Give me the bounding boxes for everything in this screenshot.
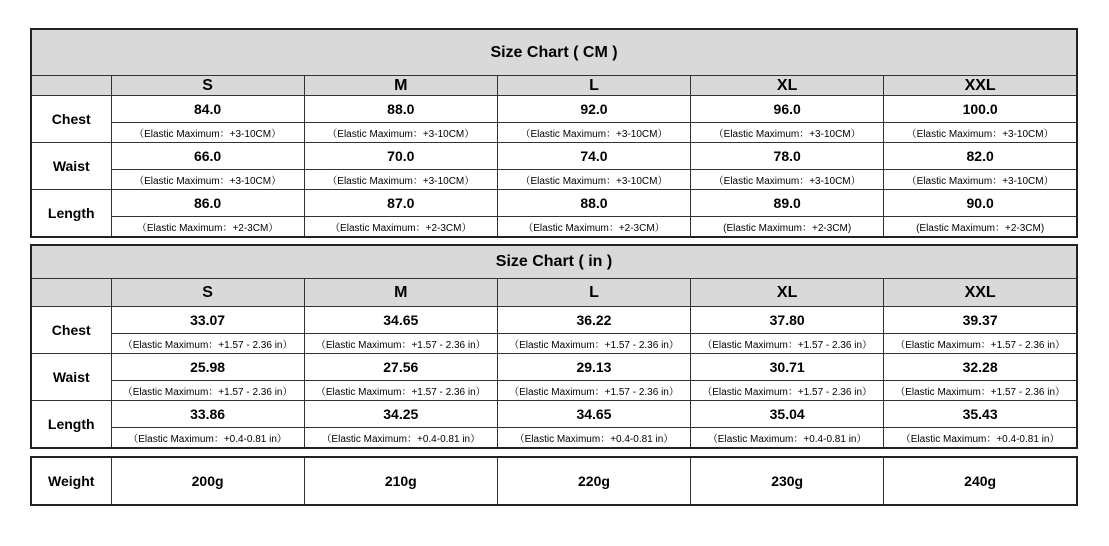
chest-value-xl: 37.80 — [691, 307, 884, 334]
length-value-l: 34.65 — [497, 401, 690, 428]
weight-value-l: 220g — [497, 457, 690, 505]
waist-note-s: （Elastic Maximum：+3-10CM） — [111, 170, 304, 190]
length-value-s: 86.0 — [111, 190, 304, 217]
size-chart-in-title: Size Chart ( in ) — [31, 245, 1077, 279]
header-corner — [31, 279, 111, 307]
size-header-xl: XL — [691, 279, 884, 307]
length-note-m: （Elastic Maximum：+2-3CM） — [304, 217, 497, 238]
waist-note-xl: （Elastic Maximum：+3-10CM） — [691, 170, 884, 190]
size-header-l: L — [497, 279, 690, 307]
size-chart-cm-table — [30, 28, 1078, 238]
size-header-xl: XL — [691, 76, 884, 96]
chest-value-s: 33.07 — [111, 307, 304, 334]
waist-value-xxl: 82.0 — [884, 143, 1077, 170]
chest-note-m: （Elastic Maximum：+3-10CM） — [304, 123, 497, 143]
weight-value-xxl: 240g — [884, 457, 1077, 505]
row-label-waist: Waist — [31, 354, 111, 401]
chest-value-l: 36.22 — [497, 307, 690, 334]
size-header-s: S — [111, 279, 304, 307]
size-chart-cm-title: Size Chart ( CM ) — [31, 29, 1077, 76]
weight-value-xl: 230g — [691, 457, 884, 505]
length-note-s: （Elastic Maximum：+2-3CM） — [111, 217, 304, 238]
size-header-m: M — [304, 279, 497, 307]
waist-note-xxl: （Elastic Maximum：+1.57 - 2.36 in） — [884, 381, 1077, 401]
length-value-s: 33.86 — [111, 401, 304, 428]
weight-value-m: 210g — [304, 457, 497, 505]
waist-value-l: 29.13 — [497, 354, 690, 381]
waist-value-s: 25.98 — [111, 354, 304, 381]
chest-value-l: 92.0 — [497, 96, 690, 123]
waist-value-xxl: 32.28 — [884, 354, 1077, 381]
size-header-m: M — [304, 76, 497, 96]
length-note-xl: （Elastic Maximum：+0.4-0.81 in） — [691, 428, 884, 449]
size-header-xxl: XXL — [884, 76, 1077, 96]
row-label-chest: Chest — [31, 307, 111, 354]
chest-note-l: （Elastic Maximum：+3-10CM） — [497, 123, 690, 143]
waist-note-l: （Elastic Maximum：+3-10CM） — [497, 170, 690, 190]
length-value-xxl: 90.0 — [884, 190, 1077, 217]
length-note-m: （Elastic Maximum：+0.4-0.81 in） — [304, 428, 497, 449]
chest-value-xxl: 39.37 — [884, 307, 1077, 334]
length-value-xl: 89.0 — [691, 190, 884, 217]
length-value-l: 88.0 — [497, 190, 690, 217]
waist-value-m: 27.56 — [304, 354, 497, 381]
size-chart-in-table — [30, 244, 1078, 449]
size-header-s: S — [111, 76, 304, 96]
length-value-xl: 35.04 — [691, 401, 884, 428]
length-note-s: （Elastic Maximum：+0.4-0.81 in） — [111, 428, 304, 449]
row-label-chest: Chest — [31, 96, 111, 143]
waist-note-m: （Elastic Maximum：+1.57 - 2.36 in） — [304, 381, 497, 401]
waist-value-l: 74.0 — [497, 143, 690, 170]
chest-note-s: （Elastic Maximum：+1.57 - 2.36 in） — [111, 334, 304, 354]
size-header-l: L — [497, 76, 690, 96]
waist-value-m: 70.0 — [304, 143, 497, 170]
waist-value-s: 66.0 — [111, 143, 304, 170]
chest-note-s: （Elastic Maximum：+3-10CM） — [111, 123, 304, 143]
length-value-m: 87.0 — [304, 190, 497, 217]
weight-table — [30, 456, 1078, 506]
header-corner — [31, 76, 111, 96]
size-header-xxl: XXL — [884, 279, 1077, 307]
row-label-weight: Weight — [31, 457, 111, 505]
chest-value-xl: 96.0 — [691, 96, 884, 123]
chest-value-xxl: 100.0 — [884, 96, 1077, 123]
chest-note-xxl: （Elastic Maximum：+1.57 - 2.36 in） — [884, 334, 1077, 354]
waist-note-xl: （Elastic Maximum：+1.57 - 2.36 in） — [691, 381, 884, 401]
chest-value-m: 34.65 — [304, 307, 497, 334]
waist-value-xl: 30.71 — [691, 354, 884, 381]
chest-note-xl: （Elastic Maximum：+1.57 - 2.36 in） — [691, 334, 884, 354]
waist-value-xl: 78.0 — [691, 143, 884, 170]
chest-value-s: 84.0 — [111, 96, 304, 123]
row-label-length: Length — [31, 190, 111, 238]
waist-note-xxl: （Elastic Maximum：+3-10CM） — [884, 170, 1077, 190]
chest-value-m: 88.0 — [304, 96, 497, 123]
weight-value-s: 200g — [111, 457, 304, 505]
length-note-xxl: (Elastic Maximum：+2-3CM) — [884, 217, 1077, 238]
waist-note-m: （Elastic Maximum：+3-10CM） — [304, 170, 497, 190]
chest-note-xl: （Elastic Maximum：+3-10CM） — [691, 123, 884, 143]
length-value-xxl: 35.43 — [884, 401, 1077, 428]
row-label-waist: Waist — [31, 143, 111, 190]
length-note-xl: (Elastic Maximum：+2-3CM) — [691, 217, 884, 238]
length-note-l: （Elastic Maximum：+0.4-0.81 in） — [497, 428, 690, 449]
waist-note-s: （Elastic Maximum：+1.57 - 2.36 in） — [111, 381, 304, 401]
chest-note-xxl: （Elastic Maximum：+3-10CM） — [884, 123, 1077, 143]
length-note-l: （Elastic Maximum：+2-3CM） — [497, 217, 690, 238]
chest-note-m: （Elastic Maximum：+1.57 - 2.36 in） — [304, 334, 497, 354]
chest-note-l: （Elastic Maximum：+1.57 - 2.36 in） — [497, 334, 690, 354]
row-label-length: Length — [31, 401, 111, 449]
length-note-xxl: （Elastic Maximum：+0.4-0.81 in） — [884, 428, 1077, 449]
length-value-m: 34.25 — [304, 401, 497, 428]
waist-note-l: （Elastic Maximum：+1.57 - 2.36 in） — [497, 381, 690, 401]
